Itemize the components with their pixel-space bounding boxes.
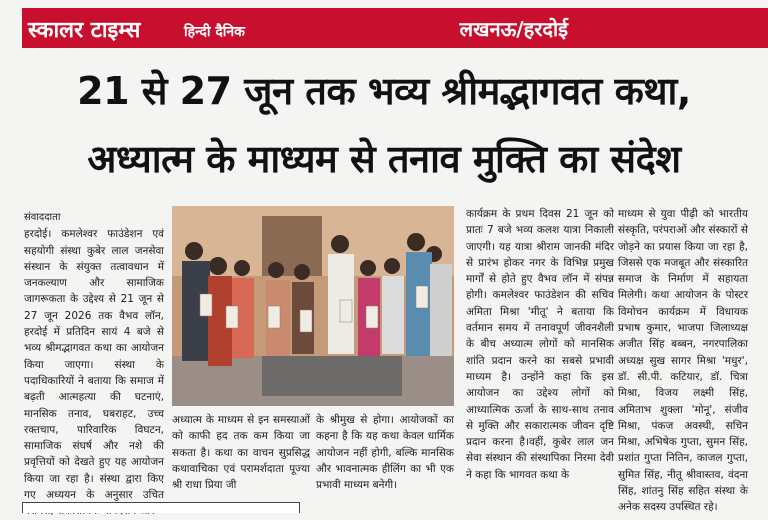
article-column-2a bbox=[172, 412, 310, 492]
masthead bbox=[22, 8, 768, 48]
newspaper-tagline: हिन्दी दैनिक bbox=[184, 24, 245, 40]
article-col2a-text: अध्यात्म के माध्यम से इन समस्याओं को काफी हद तक कम किया जा सकता है। कथा का वाचन सुप्रसिद्ध कथावाचिका एवं परामर्शदाता पूज्या श्री राधा प्रिया जी bbox=[172, 414, 310, 492]
bottom-ad-box bbox=[22, 502, 300, 513]
headline-line-2: अध्यात्म के माध्यम से तनाव मुक्ति का संदेश bbox=[87, 137, 681, 181]
news-photo bbox=[172, 206, 454, 406]
article-column-3 bbox=[466, 206, 614, 492]
article-col2b-text: के श्रीमुख से होगा। आयोजकों का कहना है कि यह कथा केवल धार्मिक आयोजन नहीं होगी, बल्कि मानसिक और भावनात्मक हीलिंग का भी एक प्रभावी माध्यम बनेगी। bbox=[316, 414, 454, 492]
article-col1-text: हरदोई। कमलेश्वर फाउंडेशन एवं सहयोगी संस्था कुबेर लाल जनसेवा संस्थान के संयुक्त तत्वावधान में जनकल्याण और सामाजिक जागरूकता के उद्देश्य से 21 जून से 27 जून 2026 तक वैभव लॉन, हरदोई में प्रतिदिन सायं 4 बजे से भव्य श्रीमद्भागवत कथा का आयोजन किया जाएगा। संस्था के पदाधिकारियों ने बताया कि समाज में बढ़ती आत्महत्या की घटनाएं, मानसिक तनाव, घबराहट, उच्च रक्तचाप, पारिवारिक विघटन, सामाजिक संघर्ष और नशे की प्रवृत्तियों को देखते हुए यह आयोजन किया जा रहा है। संस्था द्वारा किए गए अध्ययन के अनुसार उचित bbox=[24, 228, 164, 502]
newspaper-name: स्कालर टाइम्स bbox=[28, 18, 141, 43]
article-col3-text: कार्यक्रम के प्रथम दिवस 21 जून को प्रातः 7 बजे भव्य कलश यात्रा निकाली जाएगी। यह यात्रा श्रीराम जानकी मंदिर से प्रारंभ होकर नगर के विभिन्न प्रमुख मार्गों से होते हुए वैभव लॉन में संपन्न होगी। कमलेश्वर फाउंडेशन की सचिव अमिता मिश्रा 'मीतू' ने बताया कि वर्तमान समय में तनावपूर्ण जीवनशैली के बीच अध्यात्म लोगों को मानसिक शांति प्रदान करने का सबसे प्रभावी माध्यम है। उन्होंने कहा कि इस आयोजन का उद्देश्य लोगों को आध्यात्मिक ऊर्जा के साथ-साथ तनाव से मुक्ति और सकारात्मक जीवन दृष्टि प्रदान करना है।वहीं, कुबेर लाल जन सेवा संस्थान की संस्थापिका निरमा देवी ने कहा कि भागवत कथा के bbox=[466, 208, 614, 481]
group-photo-image bbox=[172, 206, 454, 406]
article-column-2b bbox=[316, 412, 454, 492]
article-column-1 bbox=[24, 210, 164, 502]
headline-line-1: 21 से 27 जून तक भव्य श्रीमद्भागवत कथा, bbox=[77, 69, 691, 113]
article-column-4 bbox=[618, 206, 748, 514]
edition-city: लखनऊ/हरदोई bbox=[459, 17, 568, 41]
byline: संवाददाता bbox=[24, 212, 61, 223]
article-col4-text: माध्यम से युवा पीढ़ी को भारतीय संस्कृति, परंपराओं और संस्कारों से जोड़ने का प्रयास किया जा रहा है, जिससे एक मजबूत और संस्कारित समाज के निर्माण में सहायता मिलेगी। कथा आयोजन के पोस्टर विमोचन कार्यक्रम में विधायक प्रभाष कुमार, भाजपा जिलाध्यक्ष अजीत सिंह बब्बन, नगरपालिका अध्यक्ष सुख सागर मिश्रा 'मधुर', डॉ. सी.पी. कटियार, डॉ. चित्रा मिश्रा, विजय लक्ष्मी सिंह, अमिताभ शुक्ला 'मोनू', संजीव मिश्रा, पंकज अवस्थी, सचिन मिश्रा, अभिषेक गुप्ता, सुमन सिंह, प्रशांत गुप्ता नितिन, काजल गुप्ता, सुमित सिंह, नीतू श्रीवास्तव, वंदना सिंह, शांतनु सिंह सहित संस्था के अनेक सदस्य उपस्थित रहे। bbox=[618, 208, 748, 514]
